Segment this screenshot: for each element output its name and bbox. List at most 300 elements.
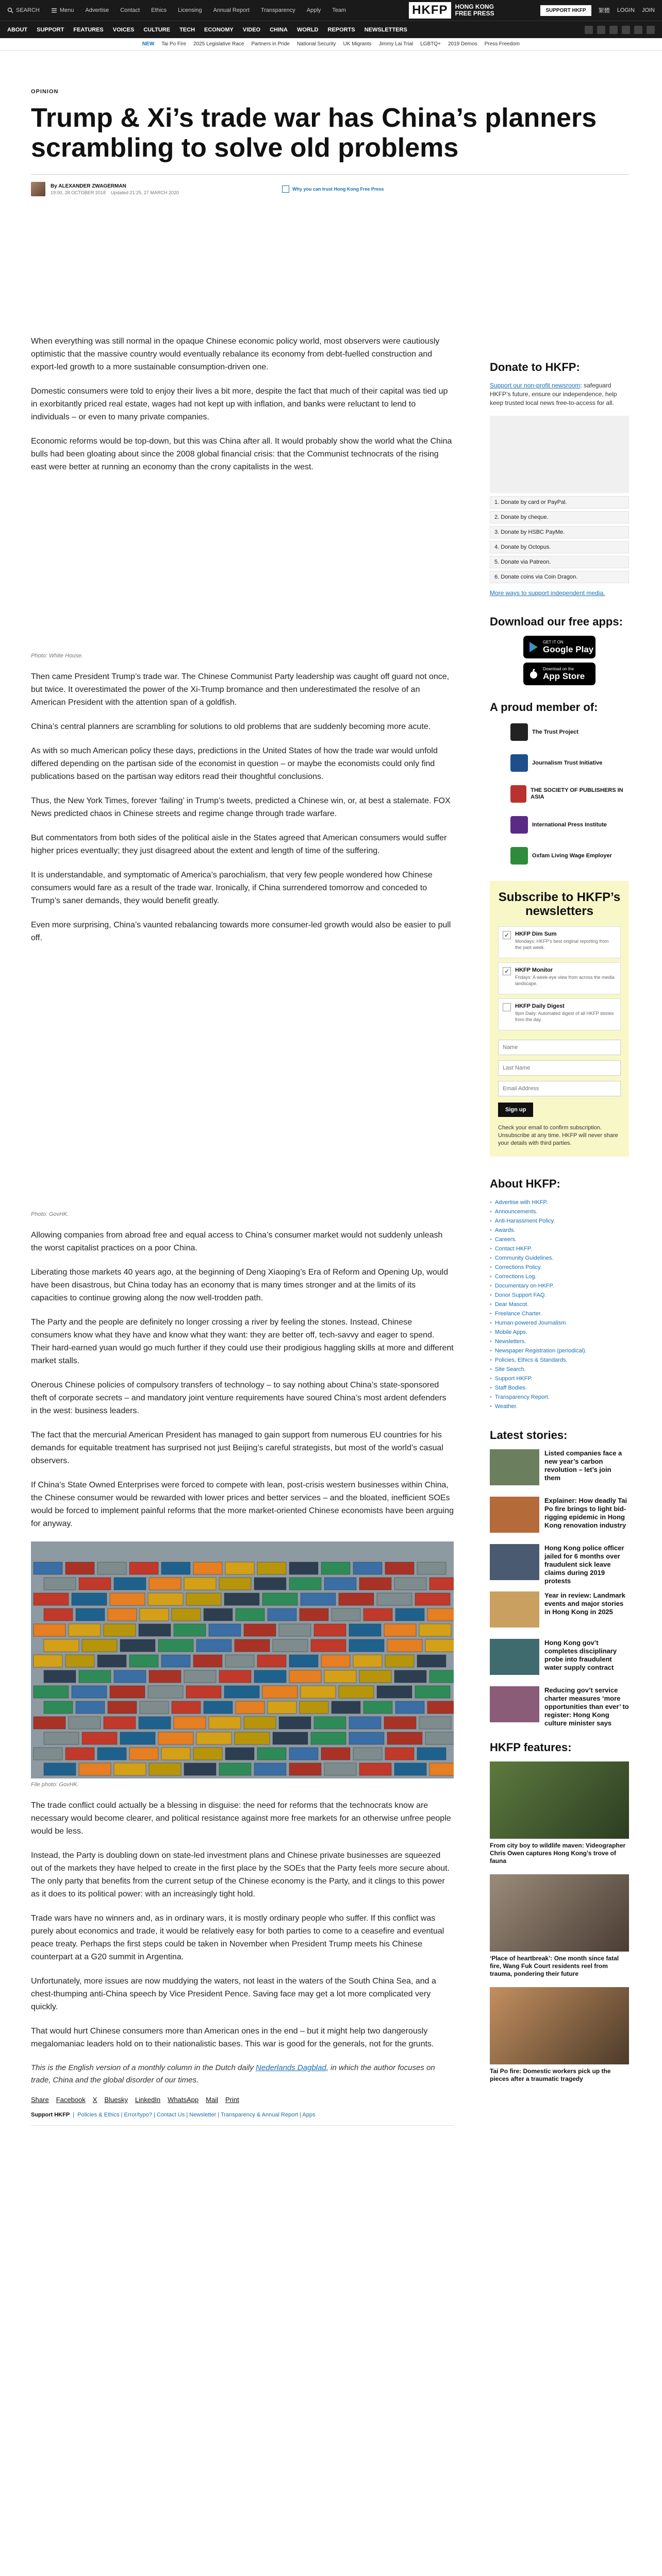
container-shape [219,1578,251,1590]
container-shape [311,1732,346,1744]
container-shape [224,1686,259,1698]
feature-card[interactable] [490,1874,629,1978]
container-shape [110,1593,145,1605]
newsletter-option[interactable] [498,998,621,1030]
container-shape [186,1686,221,1698]
nav-reports[interactable]: REPORTS [327,26,355,33]
container-shape [65,1655,94,1667]
share-facebook[interactable]: Facebook [56,2096,86,2104]
bullet-icon: • [490,1209,492,1215]
container-shape [262,1686,297,1698]
trending-item[interactable]: LGBTQ+ [420,41,441,47]
about-item[interactable] [490,1337,629,1346]
container-shape [34,1624,65,1636]
container-shape [97,1562,126,1574]
site-logo[interactable] [409,2,494,19]
container-shape [254,1670,286,1683]
signup-button[interactable]: Sign up [498,1103,533,1117]
jti-icon [510,754,528,772]
member-logo[interactable] [510,783,629,805]
container-shape [235,1732,270,1744]
nav-culture[interactable]: CULTURE [143,26,171,33]
share-whatsapp[interactable]: WhatsApp [168,2096,199,2104]
app-store-big: App Store [543,671,585,681]
container-shape [300,1701,328,1714]
share-button[interactable]: Share [31,2096,49,2104]
about-item[interactable] [490,1244,629,1253]
about-item[interactable] [490,1263,629,1272]
transparency-link[interactable]: Transparency [260,7,295,13]
container-shape [204,1701,233,1714]
advertise-link[interactable]: Advertise [85,7,109,13]
donate-intro-text: : safeguard HKFP’s future, ensure our independence, help keep trusted local news free-to-access for all. [490,382,617,406]
container-shape [349,1624,381,1636]
about-item[interactable] [490,1226,629,1235]
bullet-icon: • [490,1227,492,1233]
oxfam-icon [510,847,528,865]
story-card[interactable] [490,1639,629,1678]
ipi-icon [510,816,528,834]
annual-report-link[interactable]: Annual Report [213,7,250,13]
container-shape [273,1732,308,1744]
support-newsroom-link[interactable]: Support our non-profit newsroom [490,382,581,389]
about-item[interactable] [490,1318,629,1328]
container-shape [427,1701,454,1714]
about-item-label: Freelance Charter. [494,1311,542,1317]
search-label: SEARCH [16,7,40,13]
container-shape [225,1655,254,1667]
about-item-label: Newsletters. [494,1338,526,1345]
paragraph: Allowing companies from abroad free and equal access to China’s consumer market would not suddenly unleash the worst capitalist practices on a poor China. [31,1231,443,1252]
paragraph: Thus, the New York Times, forever ‘failing’ in Trump’s tweets, predicted a Chinese win, or, at best a stalemate. FOX News predicted chaos in Chinese streets and regime change through trade warfare. [31,796,451,818]
nav-china[interactable]: CHINA [270,26,288,33]
join-link[interactable]: JOIN [641,7,655,13]
container-shape [235,1639,270,1652]
container-shape [332,1701,360,1714]
apply-link[interactable]: Apply [306,7,321,13]
container-shape [209,1717,241,1729]
container-shape [415,1593,450,1605]
bullet-icon: • [490,1292,492,1298]
ethics-link[interactable]: Ethics [151,7,167,13]
nav-voices[interactable]: VOICES [112,26,135,33]
member-name: THE SOCIETY OF PUBLISHERS IN ASIA [531,787,623,800]
sopa-icon [510,785,526,803]
team-link[interactable]: Team [332,7,346,13]
newsletter-option-desc: Fridays: A week-eye view from across the media landscape. [515,975,615,986]
newsletter-option[interactable] [498,926,621,958]
container-shape [140,1701,169,1714]
nederlands-dagblad-link[interactable]: Nederlands Dagblad [256,2063,326,2072]
app-store-small: Download on the [543,666,574,671]
container-shape [394,1578,426,1590]
story-thumbnail[interactable] [490,1686,539,1722]
container-shape [314,1624,346,1636]
logo-line-1: HONG KONG [455,3,494,10]
paragraph: But commentators from both sides of the political aisle in the States agreed that American consumers would suffer higher prices eventually; they just disagreed about the extent and length of time of the suffering. [31,834,447,855]
last-name-input[interactable] [498,1060,621,1076]
story-title[interactable]: Year in review: Landmark events and major stories in Hong Kong in 2025 [544,1591,625,1616]
container-shape [384,1717,416,1729]
logo-mark: HKFP [409,2,451,19]
about-item[interactable] [490,1402,629,1411]
container-shape [321,1748,350,1760]
about-item-label: Careers. [494,1236,517,1243]
container-shape [395,1701,424,1714]
trust-note[interactable] [282,185,384,193]
about-item-label: Awards. [494,1227,516,1233]
story-card[interactable] [490,1449,629,1488]
donate-option[interactable]: 6. Donate coins via Coin Dragon. [490,571,629,583]
container-shape [289,1763,321,1775]
story-thumbnail[interactable] [490,1497,539,1533]
donate-widget[interactable] [490,416,629,493]
container-shape [44,1670,76,1683]
container-shape [289,1655,318,1667]
container-shape [321,1562,350,1574]
about-item[interactable] [490,1374,629,1383]
container-shape [359,1670,391,1683]
feature-image[interactable] [490,1761,629,1839]
container-shape [425,1639,454,1652]
container-shape [174,1717,206,1729]
paragraph: It is understandable, and symptomatic of America’s parochialism, that very few people wondered how Chinese consumers would fare as a result of the trade war. Ironically, if China surrendered tomorrow and conceded to Trump’s saner demands, they would benefit greatly. [31,871,433,905]
nav-video[interactable]: VIDEO [242,26,261,33]
container-shape [82,1732,117,1744]
about-item-label: Dear Mascot. [494,1301,529,1308]
bullet-icon: • [490,1376,492,1382]
shipping-containers-photo [31,1541,454,1778]
container-shape [419,1717,451,1729]
trust-note-text: Why you can trust Hong Kong Free Press [292,187,384,192]
newsletter-option-desc: Mondays: HKFP’s best original reporting from the past week. [515,939,609,950]
container-shape [289,1562,318,1574]
publish-date [51,190,179,195]
about-item[interactable] [490,1198,629,1207]
container-shape [193,1655,222,1667]
story-title[interactable]: Listed companies face a new year’s carbon revolution – let’s join them [544,1449,622,1482]
latest-heading: Latest stories: [490,1429,568,1442]
container-shape [339,1593,374,1605]
feature-card[interactable] [490,1987,629,2083]
trending-item[interactable]: Partners in Pride [251,41,290,47]
trending-item[interactable]: 2019 Demos [448,41,477,47]
about-item-label: Advertise with HKFP. [494,1199,548,1206]
article-header [0,50,662,196]
nav-support[interactable]: SUPPORT [37,26,64,33]
google-play-small: GET IT ON [543,639,564,645]
container-shape [65,1748,94,1760]
newsletter-note: Check your email to confirm subscription. Unsubscribe at any time. HKFP will never share your details with third parties. [498,1125,618,1146]
container-shape [104,1717,136,1729]
nav-about[interactable]: ABOUT [7,26,28,33]
support-hkfp-button[interactable]: SUPPORT HKFP [540,5,591,16]
policy-links[interactable]: Policies & Ethics | Error/typo? | Contact Us | Newsletter | Transparency & Annual Report | Apps [77,2112,316,2118]
x-icon[interactable] [597,26,605,34]
nav-features[interactable]: FEATURES [73,26,104,33]
about-item[interactable] [490,1393,629,1402]
author-avatar[interactable] [31,182,45,196]
about-item[interactable] [490,1235,629,1244]
feature-image[interactable] [490,1874,629,1952]
containers-illustration [31,1541,454,1778]
container-shape [219,1763,251,1775]
nav-newsletters[interactable]: NEWSLETTERS [364,26,407,33]
container-shape [273,1639,308,1652]
container-shape [76,1608,105,1621]
about-item[interactable] [490,1253,629,1263]
container-shape [34,1686,69,1698]
container-shape [363,1608,392,1621]
footnote-text-1: This is the English version of a monthly column in the Dutch daily [31,2063,254,2072]
container-shape [419,1624,451,1636]
column-footnote [31,2062,454,2087]
about-item-label: Contact HKFP. [494,1246,532,1252]
share-x[interactable]: X [92,2096,97,2104]
support-hkfp-link[interactable]: Support HKFP [31,2112,70,2118]
language-toggle[interactable]: 繁體 [598,8,610,14]
main-nav [0,21,662,38]
container-shape [184,1670,216,1683]
rss-icon[interactable] [647,26,655,34]
container-shape [209,1624,241,1636]
contact-link[interactable]: Contact [120,7,140,13]
container-shape [429,1578,454,1590]
container-shape [139,1717,171,1729]
about-item[interactable] [490,1383,629,1393]
container-shape [44,1608,73,1621]
container-shape [120,1732,155,1744]
member-logo[interactable] [510,845,629,867]
about-item-label: Policies, Ethics & Standards. [494,1357,568,1363]
story-thumbnail[interactable] [490,1449,539,1485]
article-body [31,335,454,2126]
container-shape [161,1748,190,1760]
container-shape [148,1593,183,1605]
member-logo[interactable] [510,752,629,774]
latest-stories-list [490,1449,629,1725]
container-shape [149,1578,181,1590]
container-shape [225,1748,254,1760]
paragraph: As with so much American policy these days, predictions in the United States of how the trade war would unfold differed depending on the partisan side of the economist in question – or maybe the economists could only find publications based on the partisan way editors read their thoughtful conclusions. [31,747,438,781]
newsletter-option-title: HKFP Dim Sum [515,931,557,937]
member-logo[interactable] [510,721,629,743]
image-caption: Photo: White House. [31,653,83,659]
member-name: International Press Institute [532,821,607,828]
email-input[interactable] [498,1081,621,1096]
trending-item[interactable]: 2025 Legislative Race [193,41,244,47]
member-logo[interactable] [510,814,629,836]
bullet-icon: • [490,1301,492,1308]
container-shape [359,1763,391,1775]
about-item-label: Corrections Policy. [494,1264,542,1270]
about-item[interactable] [490,1309,629,1318]
publish-date-text: 19:00, 28 OCTOBER 2018 [51,190,106,195]
about-list [490,1198,629,1411]
container-shape [236,1701,264,1714]
about-item[interactable] [490,1207,629,1216]
sidebar [490,361,629,2092]
trending-item[interactable]: Tai Po Fire [161,41,187,47]
story-card[interactable] [490,1686,629,1725]
container-shape [387,1732,422,1744]
container-shape [110,1686,145,1698]
container-shape [349,1732,384,1744]
paragraph: Instead, the Party is doubling down on state-led investment plans and Chinese private businesses are squeezed out of the markets they have helped to create in the first place by the SOEs that the Party feels more secure about. The only party that benefits from the current setup of the Chinese economy is the Party, and it clings to this power as it does to its political power: with an increasingly tight hold. [31,1851,450,1899]
container-shape [429,1670,454,1683]
story-thumbnail[interactable] [490,1544,539,1580]
paragraph: Economic reforms would be top-down, but this was China after all. It would probably show the world what the China bulls had been gloating about since the 2008 global financial crisis: that the Communist technocrats of the rising east were better at running an economy than the crony capitalists in the west. [31,437,452,471]
about-item-label: Transparency Report. [494,1394,550,1400]
share-print[interactable]: Print [225,2096,239,2104]
app-store-button[interactable] [523,663,595,685]
about-item[interactable] [490,1281,629,1291]
menu-link[interactable] [51,7,74,13]
feature-title[interactable]: Tai Po fire: Domestic workers pick up the pieces after a traumatic tragedy [490,2067,611,2082]
container-shape [65,1562,94,1574]
container-shape [44,1763,76,1775]
checkbox-checked-icon[interactable]: ✓ [503,931,511,939]
donate-option[interactable]: 5. Donate via Patreon. [490,556,629,568]
container-shape [114,1578,146,1590]
about-item-label: Anti-Harassment Policy. [494,1218,555,1224]
about-item[interactable] [490,1365,629,1374]
section-label[interactable]: OPINION [31,89,59,95]
share-mail[interactable]: Mail [206,2096,218,2104]
container-shape [321,1655,350,1667]
donate-option[interactable]: 4. Donate by Octopus. [490,541,629,553]
container-shape [385,1748,414,1760]
header-divider [31,174,629,175]
container-shape [97,1748,126,1760]
donate-option[interactable]: 3. Donate by HSBC PayMe. [490,526,629,538]
paragraph: China’s central planners are scrambling for solutions to old problems that are suddenly becoming more acute. [31,722,431,731]
story-card[interactable] [490,1591,629,1631]
story-thumbnail[interactable] [490,1591,539,1628]
container-shape [172,1608,201,1621]
trending-item[interactable]: Jimmy Lai Trial [378,41,413,47]
container-shape [244,1717,276,1729]
feature-card[interactable] [490,1761,629,1865]
container-shape [427,1608,454,1621]
utility-bar [0,0,662,21]
container-shape [415,1686,450,1698]
container-shape [349,1639,384,1652]
trending-item[interactable]: Press Freedom [484,41,520,47]
container-shape [384,1624,416,1636]
member-name: The Trust Project [532,728,578,735]
donate-option[interactable]: 2. Donate by cheque. [490,511,629,523]
checkbox-icon[interactable] [503,1003,511,1011]
container-shape [79,1763,111,1775]
feature-title[interactable]: ‘Place of heartbreak’: One month since fatal fire, Wang Fuk Court residents reel from trauma, pondering their future [490,1955,619,1977]
bullet-icon: • [490,1394,492,1400]
container-shape [158,1639,193,1652]
donate-option[interactable]: 1. Donate by card or PayPal. [490,496,629,509]
bullet-icon: • [490,1218,492,1224]
container-shape [196,1732,231,1744]
share-linkedin[interactable]: LinkedIn [135,2096,161,2104]
nav-economy[interactable]: ECONOMY [204,26,234,33]
paragraph: The Party and the people are definitely no longer crossing a river by feeling the stones. Instead, Chinese consumers know what they have and know what they want: they are better off, tech-savvy and eager to spend. Their hard-earned yuan would go much further if they could use their prodigious haggling skills at more and different market stalls. [31,1318,454,1365]
nav-world[interactable]: WORLD [296,26,319,33]
share-bluesky[interactable]: Bluesky [104,2096,128,2104]
trending-item[interactable]: UK Migrants [343,41,372,47]
name-input[interactable] [498,1040,621,1055]
about-item[interactable] [490,1291,629,1300]
facebook-icon[interactable] [585,26,593,34]
feature-title[interactable]: From city boy to wildlife maven: Videographer Chris Owen captures Hong Kong’s trove of fauna [490,1842,626,1865]
about-item[interactable] [490,1216,629,1226]
licensing-link[interactable]: Licensing [178,7,202,13]
about-item[interactable] [490,1328,629,1337]
story-title[interactable]: Hong Kong gov’t completes disciplinary probe into fraudulent water supply contract [544,1639,617,1671]
story-title[interactable]: Reducing gov’t service charter measures ‘more opportunities than ever’ to register: Hong Kong culture minister says [544,1686,629,1727]
container-shape [34,1748,62,1760]
about-item[interactable] [490,1272,629,1281]
about-item-label: Corrections Log. [494,1274,537,1280]
about-item[interactable] [490,1346,629,1355]
linkedin-icon[interactable] [634,26,642,34]
more-ways-link[interactable]: More ways to support independent media. [490,589,605,597]
trending-item[interactable]: National Security [296,41,336,47]
paragraph: When everything was still normal in the opaque Chinese economic policy world, most observers were cautiously optimistic that the massive country would eventually rebalance its economy from debt-fuelled construction and export-led growth to a more sustainable consumption-driven one. [31,337,440,371]
bullet-icon: • [490,1274,492,1280]
search-link[interactable] [7,7,40,13]
feature-image[interactable] [490,1987,629,2064]
member-heading: A proud member of: [490,701,598,714]
story-thumbnail[interactable] [490,1639,539,1675]
container-shape [429,1763,454,1775]
container-shape [69,1624,101,1636]
story-title[interactable]: Explainer: How deadly Tai Po fire brings to light bid-rigging epidemic in Hong Kong renovation industry [544,1497,627,1529]
paragraph: That would hurt Chinese consumers more than American ones in the end – but it might help two dangerously megalomaniac leaders hold on to their nationalistic bases. This war is good for the generals, not for the grunts. [31,2027,434,2048]
about-item[interactable] [490,1300,629,1309]
logo-line-2: FREE PRESS [455,10,494,17]
bullet-icon: • [490,1329,492,1335]
container-shape [72,1593,107,1605]
bullet-icon: • [490,1357,492,1363]
container-shape [44,1639,79,1652]
container-shape [44,1701,73,1714]
story-title[interactable]: Hong Kong police officer jailed for 6 months over fraudulent sick leave claims during 2019 protests [544,1544,624,1585]
checkbox-checked-icon[interactable]: ✓ [503,967,511,975]
container-shape [257,1562,286,1574]
instagram-icon[interactable] [609,26,618,34]
story-card[interactable] [490,1497,629,1536]
youtube-icon[interactable] [622,26,630,34]
container-shape [193,1562,222,1574]
paragraph: Trade wars have no winners and, as in ordinary wars, it is mostly ordinary people who suffer. If this conflict was purely about economics and trade, it would be relatively easy for both parties to come to a ceasefire and eventual peace treaty. Perhaps the first steps could be taken in November when President Trump meets his Chinese counterpart at a G20 summit in Argentina. [31,1914,444,1961]
login-link[interactable]: LOGIN [617,7,635,13]
container-shape [417,1655,446,1667]
google-play-button[interactable] [523,636,595,658]
about-item[interactable] [490,1355,629,1365]
nav-tech[interactable]: TECH [179,26,195,33]
author-name[interactable]: By ALEXANDER ZWAGERMAN [51,183,126,189]
story-card[interactable] [490,1544,629,1583]
updated-date-text: Updated 21:25, 27 MARCH 2020 [110,190,179,195]
google-play-icon [528,641,539,653]
container-shape [34,1717,65,1729]
newsletter-option[interactable] [498,962,621,994]
bullet-icon: • [490,1320,492,1326]
menu-label: Menu [59,7,74,13]
bullet-icon: • [490,1283,492,1289]
container-shape [79,1670,111,1683]
paragraph: Onerous Chinese policies of compulsory transfers of technology – to say nothing about China’s state-sponsored theft of corporate secrets – and mandatory joint venture requirements have soured China’s most ardent defenders in the west: business leaders. [31,1381,446,1415]
container-shape [108,1701,137,1714]
